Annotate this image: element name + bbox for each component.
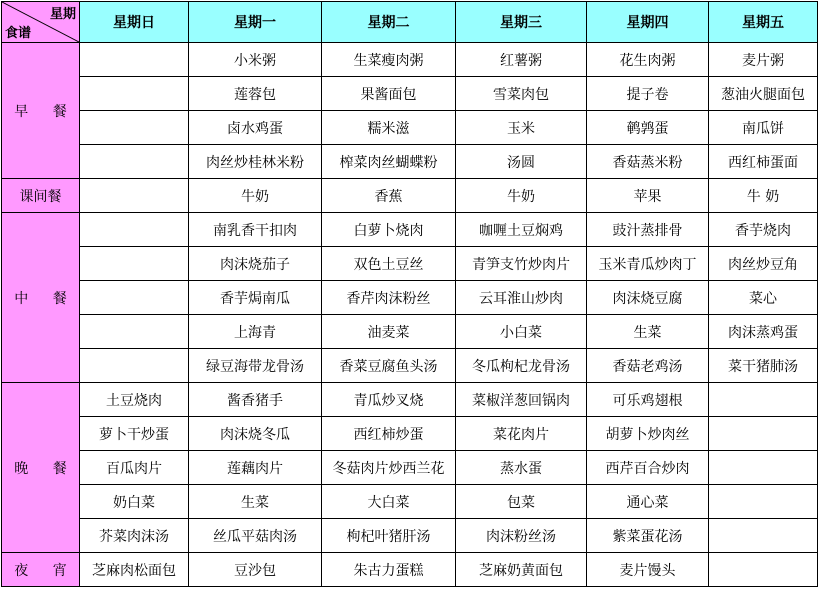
meal-row <box>2 43 818 77</box>
dish-cell: 牛奶 <box>189 179 322 213</box>
dish-cell <box>709 519 818 553</box>
dish-cell: 豆沙包 <box>189 553 322 587</box>
dish-cell: 红薯粥 <box>456 43 587 77</box>
dish-cell <box>709 417 818 451</box>
dish-cell: 鹌鹑蛋 <box>587 111 709 145</box>
dish-cell: 香芋烧肉 <box>709 213 818 247</box>
dish-cell: 通心菜 <box>587 485 709 519</box>
dish-cell: 莲藕肉片 <box>189 451 322 485</box>
dish-cell: 苹果 <box>587 179 709 213</box>
dish-cell: 卤水鸡蛋 <box>189 111 322 145</box>
dish-cell: 青笋支竹炒肉片 <box>456 247 587 281</box>
dish-cell: 胡萝卜炒肉丝 <box>587 417 709 451</box>
meal-row <box>2 77 818 111</box>
meal-label: 中 餐 <box>2 213 80 383</box>
day-header-5: 星期五 <box>709 2 818 43</box>
dish-cell: 肉丝炒桂林米粉 <box>189 145 322 179</box>
dish-cell: 咖喱土豆焖鸡 <box>456 213 587 247</box>
meal-row <box>2 485 818 519</box>
dish-cell: 生菜瘦肉粥 <box>322 43 456 77</box>
meal-label: 课间餐 <box>2 179 80 213</box>
dish-cell <box>80 145 189 179</box>
dish-cell: 上海青 <box>189 315 322 349</box>
meal-row <box>2 349 818 383</box>
dish-cell: 奶白菜 <box>80 485 189 519</box>
dish-cell <box>709 553 818 587</box>
dish-cell: 香蕉 <box>322 179 456 213</box>
corner-header-cell <box>2 2 80 43</box>
dish-cell: 双色土豆丝 <box>322 247 456 281</box>
dish-cell: 麦片粥 <box>709 43 818 77</box>
dish-cell <box>80 247 189 281</box>
meal-row <box>2 519 818 553</box>
day-header-1: 星期一 <box>189 2 322 43</box>
day-header-3: 星期三 <box>456 2 587 43</box>
dish-cell: 玉米青瓜炒肉丁 <box>587 247 709 281</box>
dish-cell: 南瓜饼 <box>709 111 818 145</box>
dish-cell <box>80 43 189 77</box>
dish-cell: 香菇蒸米粉 <box>587 145 709 179</box>
dish-cell: 生菜 <box>587 315 709 349</box>
corner-label-recipe: 食谱 <box>5 26 32 41</box>
dish-cell: 肉沫蒸鸡蛋 <box>709 315 818 349</box>
dish-cell: 朱古力蛋糕 <box>322 553 456 587</box>
dish-cell <box>80 281 189 315</box>
dish-cell: 果酱面包 <box>322 77 456 111</box>
meal-row <box>2 281 818 315</box>
dish-cell <box>80 77 189 111</box>
dish-cell: 蒸水蛋 <box>456 451 587 485</box>
meal-row <box>2 315 818 349</box>
dish-cell: 香芹肉沫粉丝 <box>322 281 456 315</box>
dish-cell: 枸杞叶猪肝汤 <box>322 519 456 553</box>
dish-cell <box>80 111 189 145</box>
meal-row <box>2 179 818 213</box>
dish-cell <box>80 179 189 213</box>
dish-cell: 香菜豆腐鱼头汤 <box>322 349 456 383</box>
dish-cell: 冬瓜枸杞龙骨汤 <box>456 349 587 383</box>
dish-cell: 香芋焗南瓜 <box>189 281 322 315</box>
dish-cell: 紫菜蛋花汤 <box>587 519 709 553</box>
dish-cell: 肉沫粉丝汤 <box>456 519 587 553</box>
dish-cell: 花生肉粥 <box>587 43 709 77</box>
menu-body <box>2 43 818 587</box>
dish-cell: 小米粥 <box>189 43 322 77</box>
dish-cell: 香菇老鸡汤 <box>587 349 709 383</box>
dish-cell: 绿豆海带龙骨汤 <box>189 349 322 383</box>
dish-cell: 菜干猪肺汤 <box>709 349 818 383</box>
dish-cell: 白萝卜烧肉 <box>322 213 456 247</box>
dish-cell: 汤圆 <box>456 145 587 179</box>
dish-cell: 牛 奶 <box>709 179 818 213</box>
dish-cell: 云耳淮山炒肉 <box>456 281 587 315</box>
dish-cell: 肉沫烧豆腐 <box>587 281 709 315</box>
dish-cell: 青瓜炒叉烧 <box>322 383 456 417</box>
dish-cell: 南乳香干扣肉 <box>189 213 322 247</box>
meal-row <box>2 247 818 281</box>
meal-label: 夜 宵 <box>2 553 80 587</box>
dish-cell <box>709 485 818 519</box>
dish-cell: 芥菜肉沫汤 <box>80 519 189 553</box>
dish-cell: 油麦菜 <box>322 315 456 349</box>
dish-cell: 包菜 <box>456 485 587 519</box>
dish-cell: 芝麻奶黄面包 <box>456 553 587 587</box>
dish-cell: 西红柿炒蛋 <box>322 417 456 451</box>
dish-cell: 牛奶 <box>456 179 587 213</box>
meal-row <box>2 145 818 179</box>
dish-cell: 萝卜干炒蛋 <box>80 417 189 451</box>
day-header-2: 星期二 <box>322 2 456 43</box>
dish-cell: 菜心 <box>709 281 818 315</box>
meal-label: 早 餐 <box>2 43 80 179</box>
dish-cell <box>80 315 189 349</box>
dish-cell: 雪菜肉包 <box>456 77 587 111</box>
day-header-4: 星期四 <box>587 2 709 43</box>
dish-cell: 西芹百合炒肉 <box>587 451 709 485</box>
meal-row <box>2 417 818 451</box>
dish-cell: 大白菜 <box>322 485 456 519</box>
corner-label-weekday: 星期 <box>49 7 76 22</box>
day-header-0: 星期日 <box>80 2 189 43</box>
dish-cell: 百瓜肉片 <box>80 451 189 485</box>
dish-cell <box>709 383 818 417</box>
dish-cell: 提子卷 <box>587 77 709 111</box>
dish-cell: 菜椒洋葱回锅肉 <box>456 383 587 417</box>
meal-row <box>2 213 818 247</box>
dish-cell: 菜花肉片 <box>456 417 587 451</box>
dish-cell: 酱香猪手 <box>189 383 322 417</box>
dish-cell <box>80 349 189 383</box>
dish-cell: 芝麻肉松面包 <box>80 553 189 587</box>
dish-cell: 肉丝炒豆角 <box>709 247 818 281</box>
dish-cell: 可乐鸡翅根 <box>587 383 709 417</box>
dish-cell: 麦片馒头 <box>587 553 709 587</box>
dish-cell: 豉汁蒸排骨 <box>587 213 709 247</box>
dish-cell: 丝瓜平菇肉汤 <box>189 519 322 553</box>
dish-cell <box>709 451 818 485</box>
dish-cell: 榨菜肉丝蝴蝶粉 <box>322 145 456 179</box>
weekly-menu-table <box>1 1 818 587</box>
meal-label: 晚 餐 <box>2 383 80 553</box>
meal-row <box>2 111 818 145</box>
dish-cell: 糯米滋 <box>322 111 456 145</box>
dish-cell: 莲蓉包 <box>189 77 322 111</box>
dish-cell: 玉米 <box>456 111 587 145</box>
meal-row <box>2 451 818 485</box>
dish-cell <box>80 213 189 247</box>
dish-cell: 葱油火腿面包 <box>709 77 818 111</box>
dish-cell: 肉沫烧冬瓜 <box>189 417 322 451</box>
dish-cell: 肉沫烧茄子 <box>189 247 322 281</box>
header-row <box>2 2 818 43</box>
dish-cell: 小白菜 <box>456 315 587 349</box>
dish-cell: 土豆烧肉 <box>80 383 189 417</box>
meal-row <box>2 553 818 587</box>
meal-row <box>2 383 818 417</box>
dish-cell: 西红柿蛋面 <box>709 145 818 179</box>
dish-cell: 生菜 <box>189 485 322 519</box>
dish-cell: 冬菇肉片炒西兰花 <box>322 451 456 485</box>
